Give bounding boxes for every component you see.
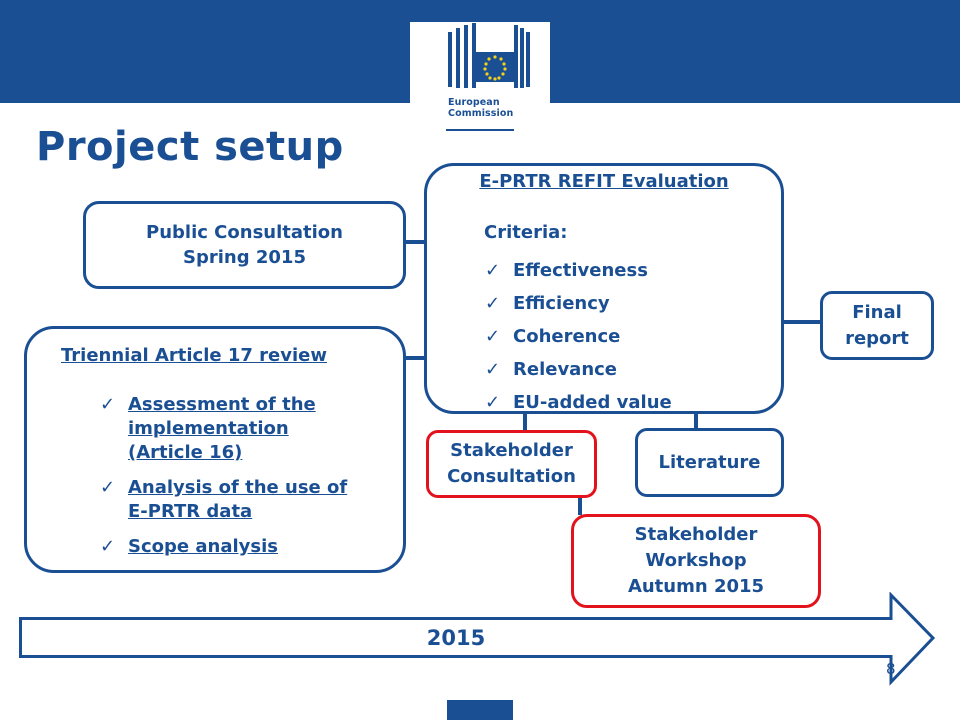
final-report-line-2: report xyxy=(845,327,909,349)
literature-box xyxy=(635,428,784,497)
criteria-item: ✓ Efficiency xyxy=(513,287,672,320)
triennial-title: Triennial Article 17 review xyxy=(61,345,327,366)
criteria-list xyxy=(513,254,672,419)
public-consultation-line-2: Spring 2015 xyxy=(183,247,306,268)
triennial-review-box xyxy=(24,326,406,573)
connector-refit-to-final xyxy=(781,320,822,324)
triennial-list xyxy=(128,393,347,559)
connector-stakeholder-to-workshop xyxy=(578,497,582,515)
timeline-bar xyxy=(19,617,893,658)
logo-line-1: European xyxy=(448,97,500,108)
final-report-line-1: Final xyxy=(852,301,902,323)
triennial-item: ✓ Analysis of the use of E-PRTR data xyxy=(128,476,347,524)
page-title: Project setup xyxy=(36,124,344,170)
logo-line-2: Commission xyxy=(448,108,514,119)
final-report-box xyxy=(820,291,934,360)
workshop-line-3: Autumn 2015 xyxy=(627,576,765,597)
timeline-label: 2015 xyxy=(426,625,486,650)
public-consultation-line-1: Public Consultation xyxy=(146,222,343,243)
triennial-item: ✓ Scope analysis xyxy=(128,535,347,559)
stakeholder-workshop-box xyxy=(571,514,821,608)
footer-flag xyxy=(447,700,513,720)
connector-refit-to-literature xyxy=(694,412,698,429)
refit-evaluation-box xyxy=(424,163,784,414)
refit-title: E-PRTR REFIT Evaluation xyxy=(479,171,729,192)
arrow-joint xyxy=(887,620,893,655)
logo-text xyxy=(448,97,513,119)
criteria-item: ✓ Effectiveness xyxy=(513,254,672,287)
triennial-item: ✓ Assessment of the implementation (Article 16) xyxy=(128,393,347,465)
criteria-item: ✓ Coherence xyxy=(513,320,672,353)
workshop-line-1: Stakeholder xyxy=(634,524,758,545)
public-consultation-box xyxy=(83,201,406,289)
stakeholder-consultation-box xyxy=(426,430,597,498)
criteria-item: ✓ Relevance xyxy=(513,353,672,386)
criteria-item: ✓ EU-added value xyxy=(513,386,672,419)
stakeholder-consultation-line-1: Stakeholder xyxy=(450,440,573,461)
european-commission-logo xyxy=(410,22,550,137)
commission-building-icon xyxy=(410,22,550,137)
workshop-line-2: Workshop xyxy=(645,550,747,571)
literature-label: Literature xyxy=(658,452,761,473)
criteria-label: Criteria: xyxy=(484,222,568,243)
page-number: 8 xyxy=(886,660,896,678)
stakeholder-consultation-line-2: Consultation xyxy=(447,466,576,487)
